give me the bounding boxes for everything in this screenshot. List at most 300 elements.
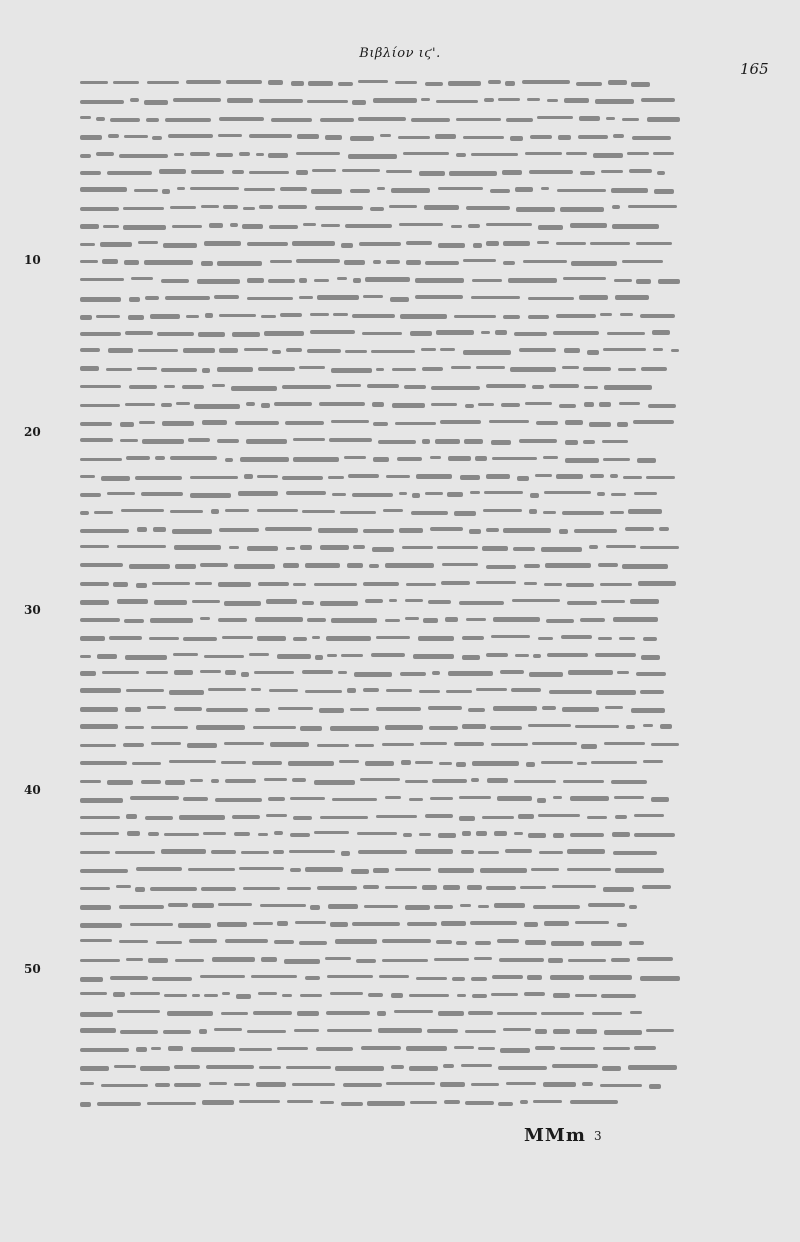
text-line <box>80 825 680 843</box>
text-word <box>607 332 645 335</box>
text-word <box>604 385 652 390</box>
text-word <box>332 798 377 801</box>
text-word <box>190 152 210 156</box>
text-word <box>619 637 635 640</box>
text-word <box>293 816 312 820</box>
text-word <box>643 724 653 727</box>
text-line <box>80 378 680 396</box>
text-word <box>291 81 304 86</box>
text-word <box>325 135 342 140</box>
text-word <box>553 1029 570 1034</box>
text-word <box>326 1011 370 1015</box>
text-word <box>459 796 491 799</box>
text-word <box>117 1010 160 1013</box>
text-word <box>320 1101 334 1104</box>
text-line <box>80 289 680 307</box>
text-word <box>431 403 457 406</box>
text-word <box>219 117 264 121</box>
text-word <box>128 315 144 320</box>
text-word <box>192 994 200 997</box>
text-word <box>80 511 89 515</box>
text-word <box>386 1082 435 1085</box>
text-word <box>200 670 221 673</box>
text-word <box>514 780 556 783</box>
text-word <box>386 689 412 692</box>
text-word <box>327 1029 372 1032</box>
text-word <box>131 277 153 280</box>
text-word <box>179 815 225 820</box>
text-word <box>168 1046 183 1051</box>
text-word <box>297 134 319 139</box>
text-word <box>548 958 563 963</box>
text-word <box>405 617 419 620</box>
text-word <box>147 1102 196 1105</box>
text-word <box>438 868 474 873</box>
text-word <box>622 564 668 569</box>
text-word <box>362 332 402 335</box>
text-line <box>80 217 680 235</box>
text-word <box>454 1046 474 1049</box>
text-line <box>80 790 680 808</box>
text-word <box>150 618 193 623</box>
text-word <box>563 780 604 783</box>
text-line <box>80 146 680 164</box>
text-word <box>471 153 518 156</box>
text-word <box>163 1030 191 1034</box>
text-word <box>199 1029 207 1034</box>
text-word <box>130 923 173 926</box>
text-word <box>232 332 260 337</box>
text-word <box>340 511 376 514</box>
text-word <box>151 1047 161 1050</box>
text-word <box>628 509 662 514</box>
text-word <box>575 921 609 924</box>
text-word <box>325 957 351 960</box>
text-word <box>268 279 295 283</box>
text-word <box>186 315 199 318</box>
text-word <box>117 599 148 604</box>
text-word <box>486 223 532 226</box>
text-word <box>425 492 443 495</box>
text-word <box>300 726 322 731</box>
text-word <box>164 994 187 997</box>
text-word <box>492 975 523 979</box>
text-word <box>114 1065 136 1068</box>
text-word <box>622 260 663 263</box>
text-word <box>546 619 574 623</box>
text-word <box>126 814 137 819</box>
text-word <box>371 350 415 353</box>
text-line <box>80 235 680 253</box>
text-word <box>385 725 423 730</box>
text-word <box>305 867 343 872</box>
text-word <box>391 1065 404 1069</box>
text-word <box>610 474 618 478</box>
text-word <box>351 869 369 874</box>
text-word <box>272 350 281 354</box>
text-word <box>560 1047 595 1050</box>
text-word <box>211 779 219 783</box>
text-word <box>603 458 630 461</box>
text-word <box>256 153 264 156</box>
text-word <box>218 134 242 137</box>
text-word <box>552 885 596 888</box>
text-word <box>462 724 486 729</box>
text-word <box>579 116 600 121</box>
text-word <box>247 1030 286 1033</box>
text-word <box>363 688 379 692</box>
text-line <box>80 271 680 289</box>
text-word <box>215 798 262 802</box>
text-word <box>613 134 624 138</box>
text-word <box>390 297 409 302</box>
text-word <box>282 994 292 997</box>
text-word <box>204 241 241 246</box>
text-word <box>498 1066 547 1070</box>
text-word <box>225 670 236 675</box>
text-word <box>589 975 632 980</box>
text-line <box>80 128 680 146</box>
text-word <box>249 171 289 174</box>
text-word <box>80 332 121 336</box>
text-word <box>535 1046 555 1050</box>
text-word <box>401 760 411 765</box>
text-word <box>430 456 441 459</box>
text-word <box>407 922 437 926</box>
text-word <box>571 261 617 266</box>
text-word <box>395 422 436 425</box>
text-word <box>219 528 259 532</box>
text-word <box>80 832 119 835</box>
text-word <box>440 348 455 351</box>
text-word <box>634 492 657 495</box>
text-word <box>651 797 669 802</box>
text-word <box>212 384 225 387</box>
text-word <box>406 260 421 265</box>
text-word <box>214 1028 242 1031</box>
text-word <box>438 1011 464 1016</box>
text-word <box>80 187 127 192</box>
text-word <box>397 457 422 461</box>
text-word <box>602 1066 621 1071</box>
text-word <box>239 867 284 870</box>
text-word <box>487 778 508 783</box>
text-word <box>528 315 549 319</box>
text-word <box>634 1046 656 1050</box>
text-word <box>373 457 389 462</box>
text-word <box>232 815 260 819</box>
text-word <box>524 922 538 927</box>
text-word <box>147 81 179 84</box>
text-word <box>385 796 401 799</box>
text-word <box>204 655 244 658</box>
text-word <box>365 599 383 603</box>
text-word <box>328 476 344 479</box>
text-word <box>96 152 114 156</box>
text-word <box>570 796 609 801</box>
text-line <box>80 915 680 933</box>
text-word <box>130 796 179 800</box>
text-word <box>640 314 675 318</box>
text-word <box>589 545 598 549</box>
text-line <box>80 700 680 718</box>
text-word <box>251 975 297 978</box>
text-word <box>359 242 401 246</box>
text-word <box>283 563 299 568</box>
text-word <box>575 994 597 997</box>
text-word <box>400 672 426 676</box>
text-word <box>510 136 523 141</box>
text-word <box>140 1066 170 1071</box>
text-word <box>296 152 340 155</box>
text-word <box>505 849 532 853</box>
text-word <box>259 99 303 103</box>
text-word <box>442 563 478 566</box>
text-word <box>538 637 553 640</box>
text-word <box>355 744 374 747</box>
text-word <box>403 152 449 155</box>
text-word <box>437 546 478 549</box>
text-word <box>161 279 189 283</box>
text-word <box>603 348 646 351</box>
text-word <box>538 814 580 817</box>
text-word <box>202 368 210 373</box>
text-word <box>80 724 118 729</box>
text-word <box>503 528 551 533</box>
text-word <box>493 617 540 622</box>
text-word <box>614 279 632 282</box>
text-word <box>165 118 211 122</box>
text-word <box>424 205 459 210</box>
text-word <box>623 476 642 479</box>
text-word <box>636 242 672 245</box>
text-word <box>307 349 341 353</box>
text-word <box>576 1029 597 1034</box>
text-word <box>157 332 194 336</box>
text-word <box>378 1028 422 1033</box>
text-word <box>282 385 331 389</box>
text-word <box>182 385 204 389</box>
text-word <box>327 975 373 978</box>
text-word <box>345 224 392 228</box>
text-word <box>341 851 350 856</box>
text-word <box>319 708 344 713</box>
text-word <box>335 939 377 944</box>
text-word <box>576 82 602 86</box>
text-word <box>418 636 454 641</box>
text-word <box>80 887 110 890</box>
text-word <box>175 959 204 962</box>
text-word <box>284 959 320 964</box>
text-word <box>247 297 293 300</box>
text-word <box>486 474 510 479</box>
text-word <box>462 636 484 640</box>
text-word <box>525 152 562 155</box>
text-line <box>80 843 680 861</box>
text-word <box>107 780 133 785</box>
text-word <box>202 420 227 425</box>
text-word <box>613 851 657 855</box>
text-word <box>152 977 192 981</box>
text-line <box>80 74 680 92</box>
text-line <box>80 736 680 754</box>
text-word <box>130 992 160 995</box>
text-word <box>201 887 236 891</box>
text-word <box>294 1029 319 1032</box>
text-word <box>222 992 230 995</box>
text-word <box>641 655 660 660</box>
text-word <box>558 135 571 140</box>
text-word <box>162 189 170 194</box>
text-word <box>568 670 613 675</box>
text-word <box>287 887 311 890</box>
text-word <box>476 688 507 691</box>
text-word <box>595 99 634 104</box>
text-word <box>475 941 491 945</box>
text-word <box>331 368 372 373</box>
text-word <box>152 582 190 585</box>
text-word <box>386 170 412 173</box>
text-word <box>392 368 416 371</box>
text-word <box>80 348 100 352</box>
text-word <box>486 384 526 388</box>
text-word <box>651 743 679 746</box>
text-word <box>244 348 268 351</box>
text-word <box>491 993 518 996</box>
text-word <box>544 921 569 926</box>
text-word <box>615 815 627 819</box>
text-word <box>356 959 376 963</box>
text-word <box>221 761 246 764</box>
text-word <box>219 348 238 353</box>
text-word <box>432 779 467 783</box>
text-line <box>80 521 680 539</box>
text-word <box>460 475 480 480</box>
text-word <box>352 100 366 105</box>
text-word <box>265 527 312 531</box>
text-word <box>252 761 282 765</box>
text-word <box>380 134 391 137</box>
text-word <box>212 957 255 962</box>
text-word <box>338 671 347 674</box>
text-word <box>430 797 453 800</box>
text-word <box>269 225 298 229</box>
text-word <box>604 742 645 745</box>
text-word <box>649 1084 661 1089</box>
text-word <box>363 295 383 298</box>
text-word <box>634 833 675 837</box>
text-word <box>422 367 443 371</box>
text-line <box>80 1058 680 1076</box>
text-word <box>445 617 458 622</box>
text-word <box>448 671 493 676</box>
text-word <box>589 422 611 427</box>
text-word <box>574 529 617 533</box>
text-word <box>564 348 580 353</box>
text-word <box>80 851 110 854</box>
text-word <box>222 636 253 639</box>
text-word <box>631 708 665 713</box>
text-word <box>465 1030 496 1033</box>
text-word <box>165 296 210 300</box>
text-word <box>471 1083 499 1086</box>
text-word <box>209 223 223 228</box>
text-word <box>637 957 673 961</box>
text-word <box>562 707 599 712</box>
text-word <box>240 457 289 462</box>
text-word <box>412 493 420 498</box>
text-word <box>258 992 277 995</box>
text-word <box>373 422 388 426</box>
text-word <box>176 402 190 405</box>
text-word <box>473 243 482 248</box>
text-word <box>577 762 587 765</box>
text-word <box>218 618 247 622</box>
text-word <box>520 1100 528 1104</box>
text-word <box>321 224 340 227</box>
text-word <box>559 404 576 408</box>
text-word <box>246 402 255 406</box>
text-word <box>109 636 142 640</box>
text-word <box>630 599 659 604</box>
text-line <box>80 754 680 772</box>
text-word <box>486 528 499 532</box>
text-word <box>96 117 105 121</box>
text-word <box>224 601 261 606</box>
text-word <box>305 563 340 568</box>
text-word <box>553 993 570 998</box>
text-word <box>480 868 527 873</box>
text-word <box>541 1012 584 1015</box>
text-word <box>119 154 168 158</box>
text-word <box>204 994 218 997</box>
text-word <box>562 511 604 515</box>
text-line <box>80 1004 680 1022</box>
text-word <box>502 170 522 175</box>
text-word <box>148 832 159 836</box>
text-word <box>282 476 323 480</box>
text-line <box>80 110 680 128</box>
text-word <box>382 743 414 746</box>
text-word <box>229 546 239 549</box>
text-word <box>124 260 139 265</box>
text-word <box>587 350 599 355</box>
text-word <box>164 385 175 388</box>
text-word <box>183 797 208 801</box>
text-word <box>126 689 164 692</box>
text-word <box>238 491 278 496</box>
text-word <box>268 153 288 158</box>
text-word <box>163 243 197 248</box>
text-word <box>630 1011 642 1014</box>
text-line <box>80 861 680 879</box>
text-word <box>415 278 464 283</box>
text-word <box>125 707 141 712</box>
text-word <box>469 529 481 534</box>
text-word <box>430 527 463 531</box>
text-word <box>167 1011 213 1016</box>
text-word <box>525 940 546 945</box>
text-word <box>174 1065 200 1069</box>
text-word <box>435 134 456 139</box>
text-word <box>640 690 664 694</box>
text-word <box>80 744 116 747</box>
text-word <box>177 187 185 190</box>
text-word <box>428 600 451 604</box>
text-word <box>173 98 221 102</box>
text-word <box>518 814 534 819</box>
text-word <box>219 314 256 317</box>
